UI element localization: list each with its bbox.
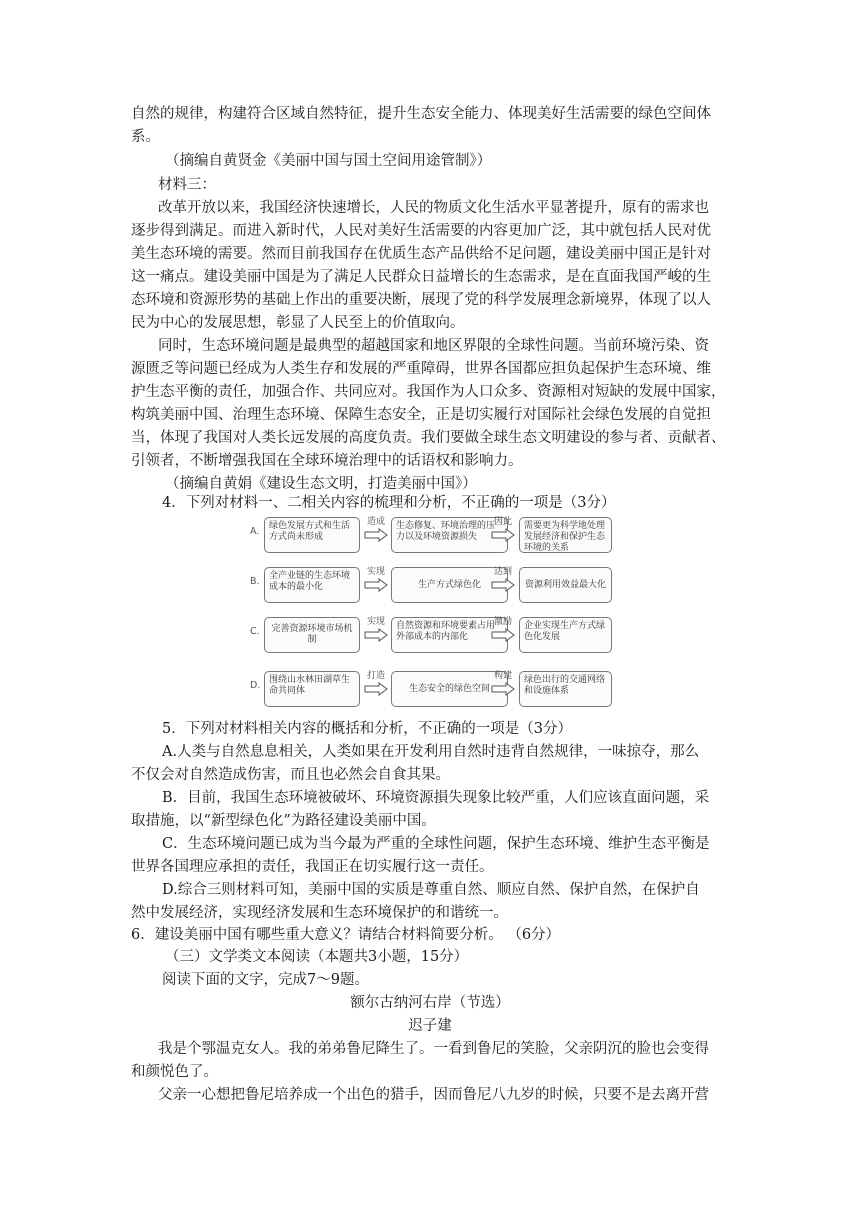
flow-arrow bbox=[361, 669, 391, 709]
flow-box: 围绕山水林田湖草生命共同体 bbox=[264, 671, 360, 707]
section-heading: （三）文学类文本阅读（本题共3小题，15分） bbox=[165, 949, 469, 965]
option-line: C．生态环境问题已成为当今最为严重的全球性问题，保护生态环境、维护生态平衡是 bbox=[162, 836, 710, 852]
flow-diagram bbox=[250, 515, 620, 711]
diagram-row-a bbox=[250, 515, 620, 555]
flow-arrow bbox=[488, 515, 518, 555]
flow-arrow bbox=[488, 565, 518, 605]
paragraph-line: 自然的规律，构建符合区域自然特征，提升生态安全能力、体现美好生活需要的绿色空间体 bbox=[131, 106, 711, 122]
flow-box: 绿色发展方式和生活方式尚未形成 bbox=[264, 517, 360, 553]
arrow-label: 激励 bbox=[493, 617, 512, 627]
arrow-label: 因此 bbox=[493, 517, 512, 527]
flow-box: 需要更为科学地处理发展经济和保护生态环境的关系 bbox=[519, 517, 612, 553]
flow-box: 绿色出行的交通网络和设施体系 bbox=[519, 671, 612, 707]
paragraph-line: 美生态环境的需要。然而目前我国存在优质生态产品供给不足问题，建设美丽中国正是针对 bbox=[131, 246, 711, 262]
flow-box: 完善资源环境市场机制 bbox=[264, 617, 360, 653]
option-label: C. bbox=[250, 626, 260, 637]
arrow-label: 达到 bbox=[493, 567, 512, 577]
question-6: 6．建设美丽中国有哪些重大意义？请结合材料简要分析。 （6分） bbox=[131, 927, 561, 943]
flow-arrow bbox=[361, 615, 391, 655]
flow-box: 生态修复、环境治理的压力以及环境资源损失 bbox=[391, 517, 508, 553]
section-heading: 材料三： bbox=[158, 177, 216, 193]
flow-arrow bbox=[361, 515, 391, 555]
option-line: 然中发展经济，实现经济发展和生态环境保护的和谐统一。 bbox=[131, 905, 508, 921]
arrow-label: 实现 bbox=[366, 567, 385, 577]
option-label: D. bbox=[250, 680, 261, 691]
question-4: 4．下列对材料一、二相关内容的梳理和分析，不正确的一项是（3分） bbox=[162, 495, 616, 511]
question-5: 5．下列对材料相关内容的概括和分析，不正确的一项是（3分） bbox=[162, 721, 572, 737]
flow-arrow bbox=[488, 669, 518, 709]
flow-arrow bbox=[361, 565, 391, 605]
arrow-label: 构建 bbox=[493, 671, 512, 681]
paragraph-line: 父亲一心想把鲁尼培养成一个出色的猎手，因而鲁尼八九岁的时候，只要不是去离开营 bbox=[158, 1087, 709, 1103]
arrow-label: 实现 bbox=[366, 617, 385, 627]
option-line: A.人类与自然息息相关，人类如果在开发利用自然时违背自然规律，一味掠夺，那么 bbox=[162, 744, 700, 760]
paragraph-line: 这一痛点。建设美丽中国是为了满足人民群众日益增长的生态需求，是在直面我国严峻的生 bbox=[131, 269, 711, 285]
source-citation: （摘编自黄贤金《美丽中国与国土空间用途管制》） bbox=[165, 153, 492, 169]
paragraph-line: 构筑美丽中国、治理生态环境、保障生态安全，正是切实履行对国际社会绿色发展的自觉担 bbox=[131, 407, 711, 423]
paragraph-line: 当，体现了我国对人类长远发展的高度负责。我们要做全球生态文明建设的参与者、贡献者、 bbox=[131, 430, 726, 446]
story-author: 迟子建 bbox=[408, 1018, 452, 1034]
instruction-line: 阅读下面的文字，完成7～9题。 bbox=[162, 972, 369, 988]
paragraph-line: 源匮乏等问题已经成为人类生存和发展的严重障碍，世界各国都应担负起保护生态环境、维 bbox=[131, 361, 711, 377]
option-line: 取措施，以“新型绿色化”为路径建设美丽中国。 bbox=[131, 813, 436, 829]
option-line: B．目前，我国生态环境被破坏、环境资源損失现象比较严重，人们应该直面问题，采 bbox=[162, 790, 710, 806]
story-title: 额尔古纳河右岸（节选） bbox=[350, 995, 510, 1011]
source-citation: （摘编自黄娟《建设生态文明，打造美丽中国》） bbox=[165, 476, 477, 492]
option-label: B. bbox=[250, 576, 260, 587]
diagram-row-d bbox=[250, 669, 620, 709]
flow-box: 生产方式绿色化 bbox=[391, 567, 508, 603]
option-line: 世界各国理应承担的责任，我国正在切实履行这一责任。 bbox=[131, 859, 494, 875]
option-line: 不仅会对自然造成伤害，而且也必然会自食其果。 bbox=[131, 767, 450, 783]
flow-box: 企业实现生产方式绿色化发展 bbox=[519, 617, 612, 653]
paragraph-line: 和颜悦色了。 bbox=[131, 1064, 218, 1080]
diagram-row-b bbox=[250, 565, 620, 605]
option-label: A. bbox=[250, 526, 260, 537]
flow-box: 资源利用效益最大化 bbox=[519, 567, 612, 603]
flow-box: 自然资源和环境要素占用外部成本的内部化 bbox=[391, 617, 508, 653]
flow-box: 全产业链的生态环境成本的最小化 bbox=[264, 567, 360, 603]
option-line: D.综合三则材料可知，美丽中国的实质是尊重自然、顺应自然、保护自然，在保护自 bbox=[162, 882, 700, 898]
paragraph-line: 逐步得到满足。而进入新时代，人民对美好生活需要的内容更加广泛，其中就包括人民对优 bbox=[131, 223, 711, 239]
paragraph-line: 引领者，不断增强我国在全球环境治理中的话语权和影响力。 bbox=[131, 453, 523, 469]
paragraph-line: 系。 bbox=[131, 129, 160, 145]
paragraph-line: 我是个鄂温克女人。我的弟弟鲁尼降生了。一看到鲁尼的笑脸，父亲阴沉的脸也会变得 bbox=[158, 1041, 709, 1057]
flow-box: 生态安全的绿色空间 bbox=[391, 671, 508, 707]
flow-arrow bbox=[488, 615, 518, 655]
arrow-label: 打造 bbox=[366, 671, 385, 681]
paragraph-line: 护生态平衡的责任，加强合作、共同应对。我国作为人口众多、资源相对短缺的发展中国家， bbox=[131, 384, 726, 400]
paragraph-line: 民为中心的发展思想，彰显了人民至上的价值取向。 bbox=[131, 315, 465, 331]
paragraph-line: 改革开放以来，我国经济快速增长，人民的物质文化生活水平显著提升，原有的需求也 bbox=[158, 200, 709, 216]
diagram-row-c bbox=[250, 615, 620, 655]
arrow-label: 造成 bbox=[366, 517, 385, 527]
paragraph-line: 态环境和资源形势的基础上作出的重要决断，展现了党的科学发展理念新境界，体现了以人 bbox=[131, 292, 711, 308]
paragraph-line: 同时，生态环境问题是最典型的超越国家和地区界限的全球性问题。当前环境污染、资 bbox=[158, 338, 709, 354]
